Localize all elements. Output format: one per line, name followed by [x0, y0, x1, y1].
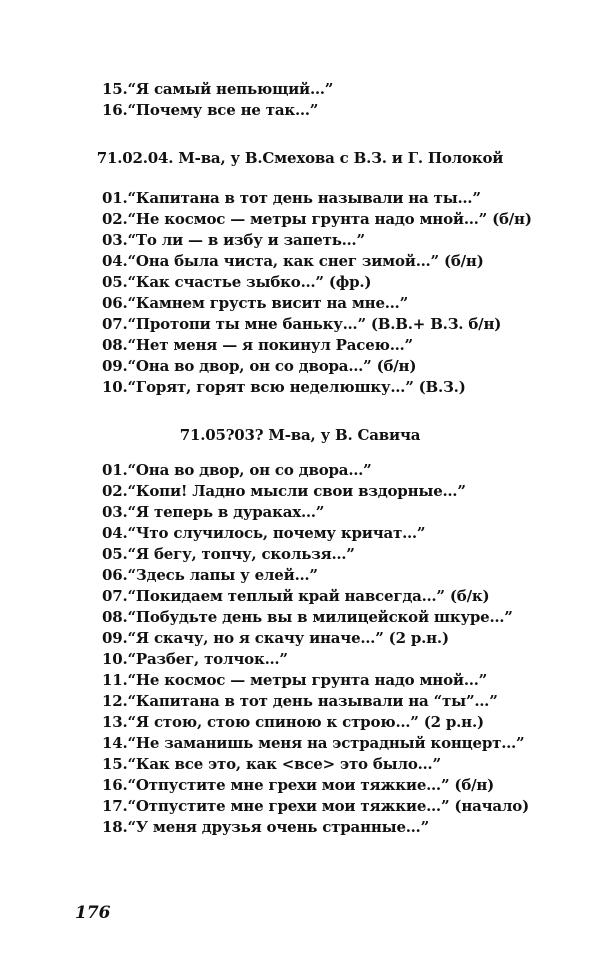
list-item: 13.“Я стою, стою спиною к строю…” (2 р.н.)	[102, 713, 484, 731]
section-heading: 71.02.04. М-ва, у В.Смехова с В.З. и Г. Полокой	[96, 149, 504, 167]
list-item: 09.“Она во двор, он со двора…” (б/н)	[102, 357, 417, 375]
list-item: 07.“Протопи ты мне баньку…” (В.В.+ В.З. б/н)	[102, 315, 502, 333]
list-item: 03.“Я теперь в дураках…”	[102, 503, 325, 521]
list-item: 10.“Горят, горят всю неделюшку…” (В.З.)	[102, 378, 466, 396]
list-item: 15.“Как все это, как <все> это было…”	[102, 755, 441, 773]
list-item: 04.“Что случилось, почему кричат…”	[102, 524, 426, 542]
list-item: 05.“Я бегу, топчу, скользя…”	[102, 545, 355, 563]
list-item: 02.“Не космос — метры грунта надо мной…” (б/н)	[102, 210, 532, 228]
section-2-song-list	[102, 460, 529, 838]
list-item: 15.“Я самый непьющий…”	[102, 80, 334, 98]
section-heading: 71.05?03? М-ва, у В. Савича	[179, 426, 421, 444]
section-1-song-list	[102, 188, 532, 398]
list-item: 02.“Копи! Ладно мысли свои вздорные…”	[102, 482, 466, 500]
list-item: 11.“Не космос — метры грунта надо мной…”	[102, 671, 488, 689]
list-item: 14.“Не заманишь меня на эстрадный концерт…”	[102, 734, 525, 752]
list-item: 04.“Она была чиста, как снег зимой…” (б/н)	[102, 252, 484, 270]
list-item: 16.“Отпустите мне грехи мои тяжкие…” (б/н)	[102, 776, 495, 794]
list-item: 12.“Капитана в тот день называли на “ты”…”	[102, 692, 498, 710]
list-item: 01.“Она во двор, он со двора…”	[102, 461, 372, 479]
list-item: 18.“У меня друзья очень странные…”	[102, 818, 430, 836]
list-item: 16.“Почему все не так…”	[102, 101, 319, 119]
list-item: 07.“Покидаем теплый край навсегда…” (б/к)	[102, 587, 490, 605]
list-item: 08.“Побудьте день вы в милицейской шкуре…”	[102, 608, 513, 626]
list-item: 09.“Я скачу, но я скачу иначе…” (2 р.н.)	[102, 629, 449, 647]
list-item: 08.“Нет меня — я покинул Расею…”	[102, 336, 413, 354]
list-item: 01.“Капитана в тот день называли на ты…”	[102, 189, 481, 207]
list-item: 17.“Отпустите мне грехи мои тяжкие…” (начало)	[102, 797, 529, 815]
list-item: 05.“Как счастье зыбко…” (фр.)	[102, 273, 372, 291]
list-item: 03.“То ли — в избу и запеть…”	[102, 231, 365, 249]
top-song-list	[102, 79, 522, 121]
list-item: 06.“Камнем грусть висит на мне…”	[102, 294, 409, 312]
page-number: 176	[75, 903, 111, 923]
list-item: 06.“Здесь лапы у елей…”	[102, 566, 318, 584]
list-item: 10.“Разбег, толчок…”	[102, 650, 288, 668]
